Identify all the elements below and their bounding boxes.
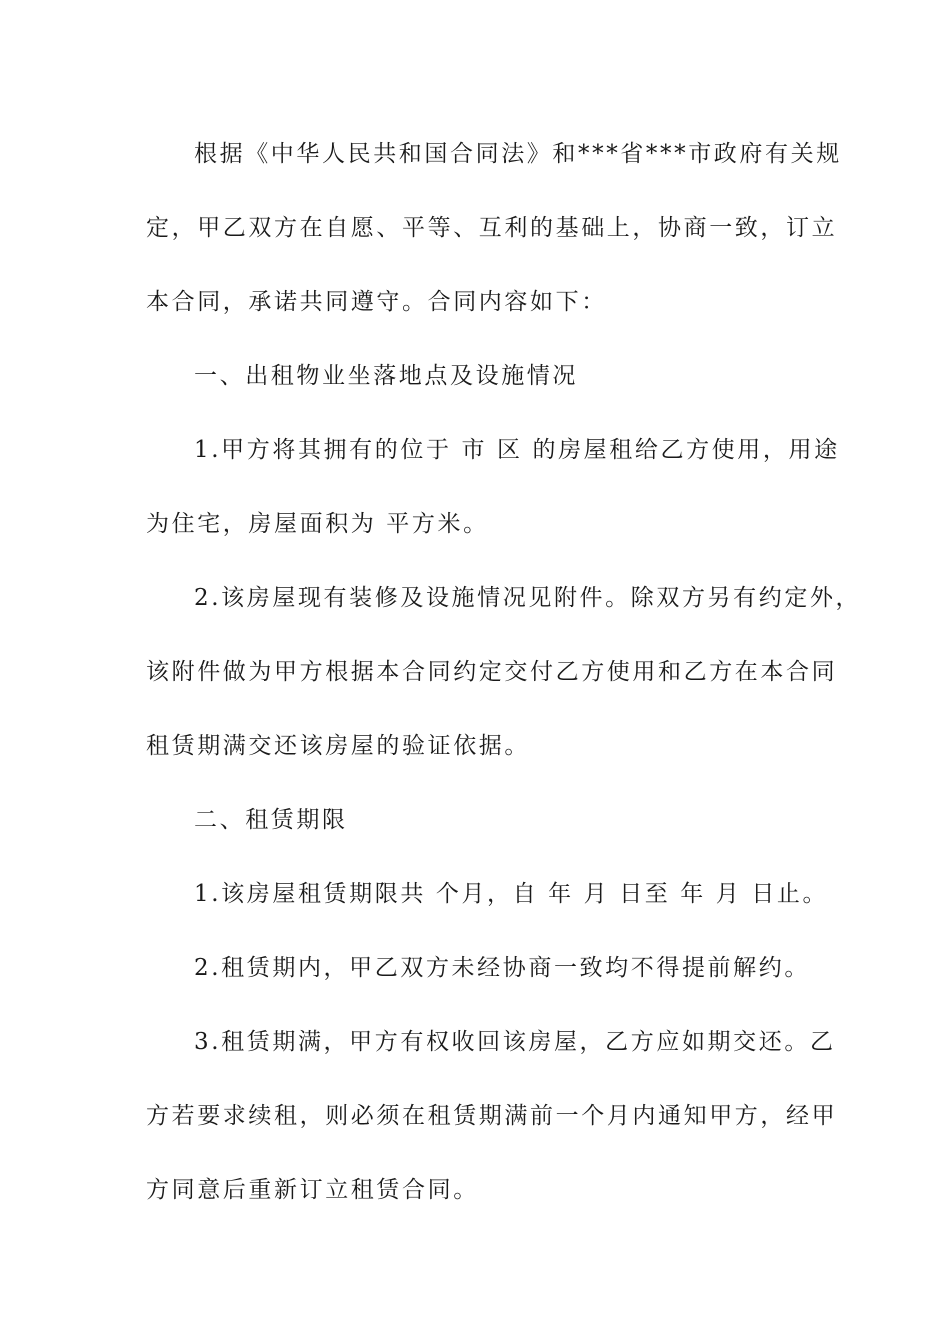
clause-1-1-line-1: 1.甲方将其拥有的位于 市 区 的房屋租给乙方使用，用途 (194, 437, 840, 463)
clause-2-3-line-3: 方同意后重新订立租赁合同。 (146, 1177, 479, 1203)
clause-1-2-line-1: 2.该房屋现有装修及设施情况见附件。除双方另有约定外， (194, 585, 862, 611)
clause-1-1-line-2: 为住宅，房屋面积为 平方米。 (146, 511, 489, 537)
clause-2-3-line-1: 3.租赁期满，甲方有权收回该房屋，乙方应如期交还。乙 (194, 1029, 836, 1055)
clause-2-3-line-2: 方若要求续租，则必须在租赁期满前一个月内通知甲方，经甲 (146, 1103, 838, 1129)
section-heading-lease-term: 二、租赁期限 (194, 807, 348, 833)
clause-2-2: 2.租赁期内，甲乙双方未经协商一致均不得提前解约。 (194, 955, 810, 981)
contract-body (146, 130, 862, 1240)
section-heading-property: 一、出租物业坐落地点及设施情况 (194, 363, 578, 389)
paragraph-intro-line-3: 本合同，承诺共同遵守。合同内容如下： (146, 289, 607, 315)
clause-1-2-line-2: 该附件做为甲方根据本合同约定交付乙方使用和乙方在本合同 (146, 659, 838, 685)
clause-2-1: 1.该房屋租赁期限共 个月，自 年 月 日至 年 月 日止。 (194, 881, 829, 907)
paragraph-intro-line-2: 定，甲乙双方在自愿、平等、互利的基础上，协商一致，订立 (146, 215, 838, 241)
clause-1-2-line-3: 租赁期满交还该房屋的验证依据。 (146, 733, 530, 759)
paragraph-intro-line-1: 根据《中华人民共和国合同法》和***省***市政府有关规 (194, 141, 842, 167)
